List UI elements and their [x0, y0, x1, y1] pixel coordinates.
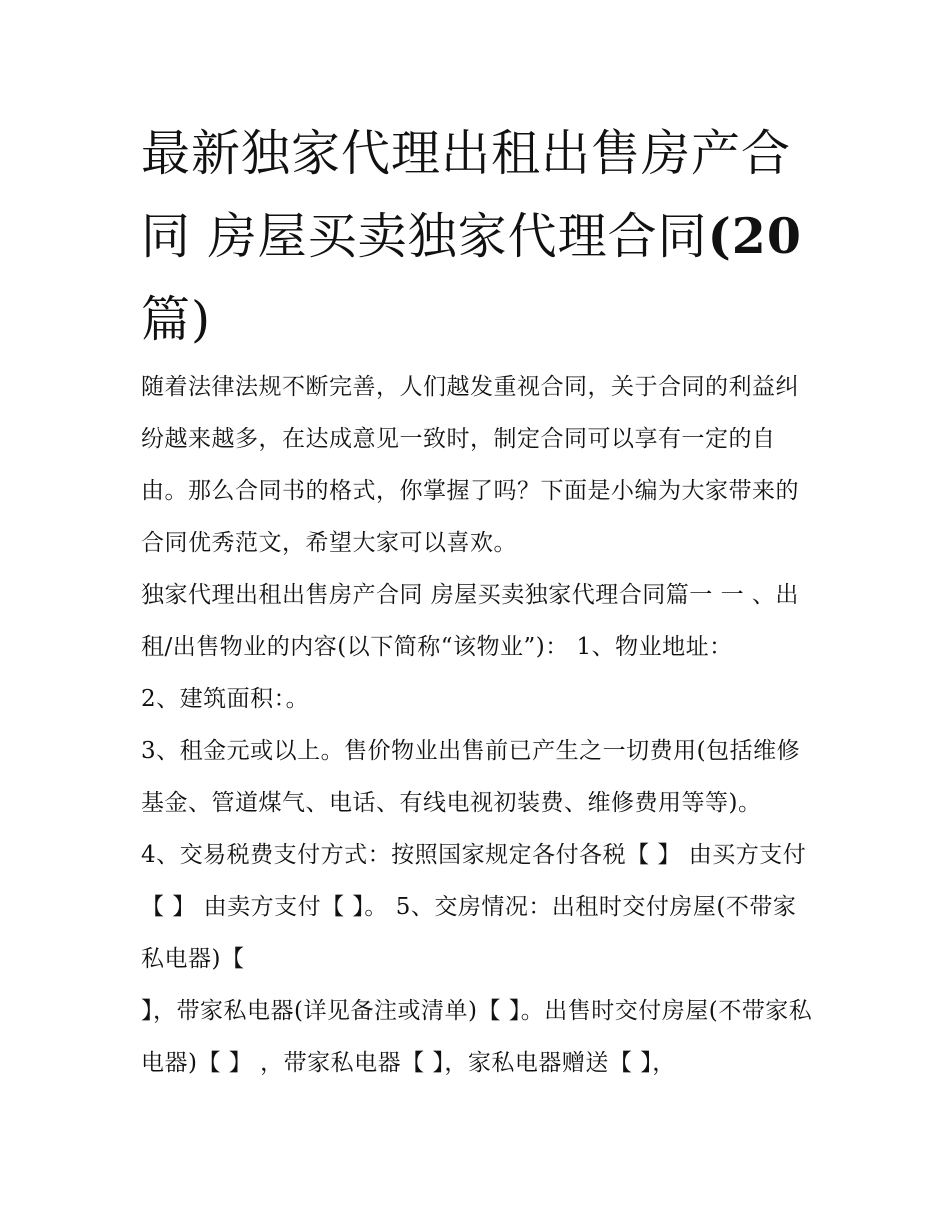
- body-paragraph-5: 】，带家私电器(详见备注或清单)【 】。出售时交付房屋(不带家私电器)【 】 ，带家私电器【 】，家私电器赠送【 】，: [141, 998, 813, 1076]
- body-paragraph-1: 独家代理出租出售房产合同 房屋买卖独家代理合同篇一 一 、出租/出售物业的内容(以下简称“该物业”)： 1、物业地址：: [141, 582, 799, 660]
- title-line-1: 最新独家代理出租出售房产合: [141, 125, 792, 182]
- document-title: [141, 112, 813, 361]
- body-paragraph-3: 3、租金元或以上。售价物业出售前已产生之一切费用(包括维修基金、管道煤气、电话、有线电视初装费、维修费用等等)。: [141, 738, 801, 816]
- intro-paragraph: 随着法律法规不断完善，人们越发重视合同，关于合同的利益纠纷越来越多，在达成意见一致时，制定合同可以享有一定的自由。那么合同书的格式，你掌握了吗？下面是小编为大家带来的合同优秀范文，希望大家可以喜欢。: [141, 374, 799, 556]
- document-page: [141, 112, 813, 1089]
- title-line-2-suffix: (20: [707, 207, 802, 265]
- body-paragraph-4: 4、交易税费支付方式：按照国家规定各付各税【 】 由买方支付【 】 由卖方支付【 】。 5、交房情况：出租时交付房屋(不带家私电器)【: [141, 842, 807, 972]
- title-line-3: 篇): [141, 291, 212, 348]
- title-line-2: 同 房屋买卖独家代理合同: [141, 208, 708, 265]
- body-paragraph-2: 2、建筑面积：。: [141, 686, 310, 712]
